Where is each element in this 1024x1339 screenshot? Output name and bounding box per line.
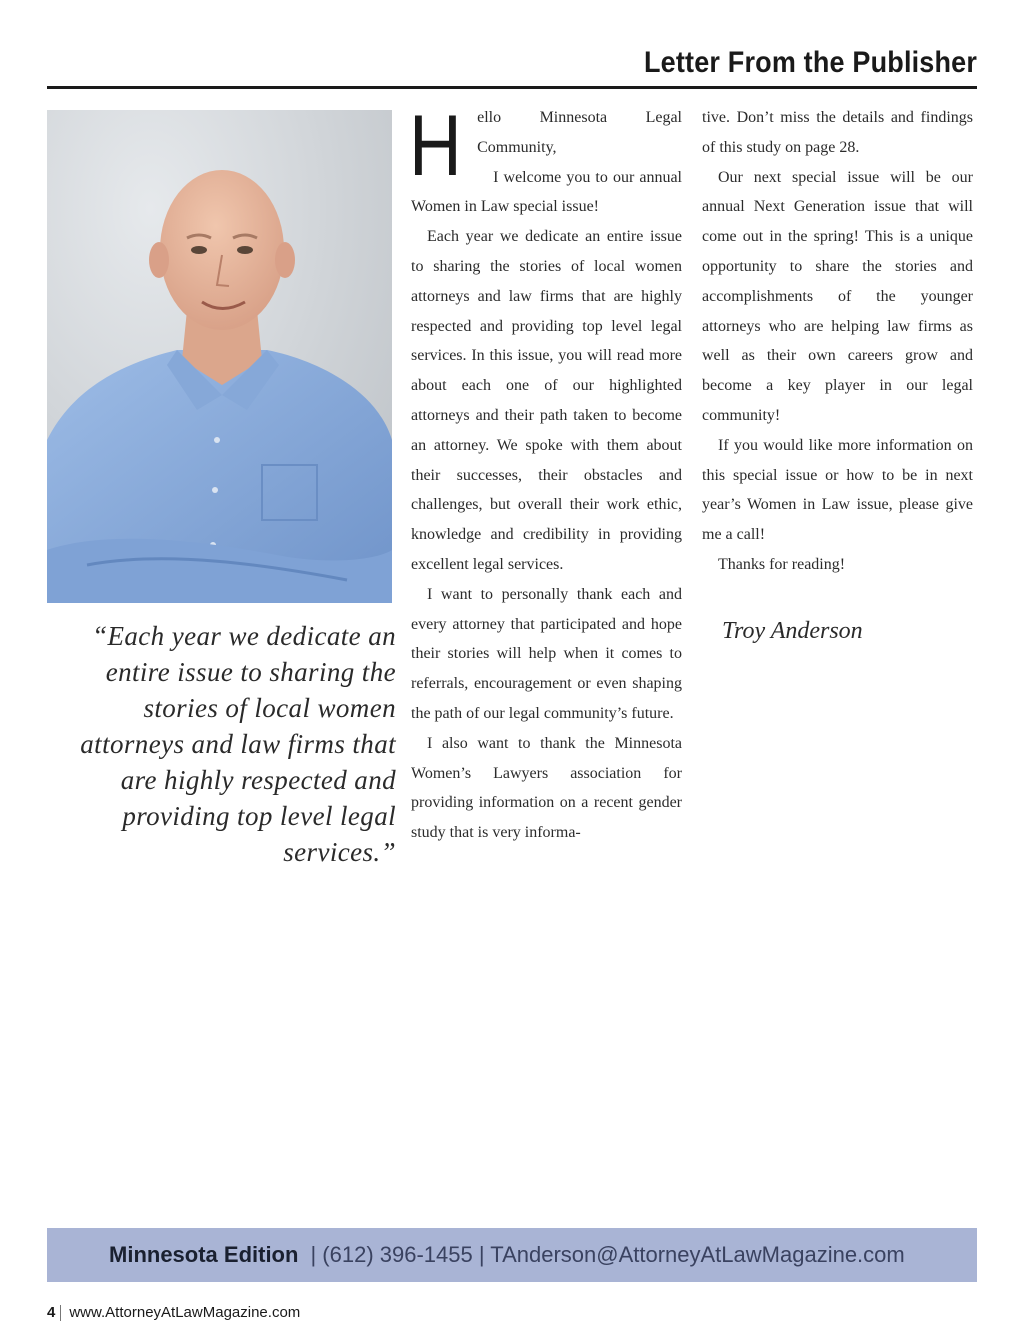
header-rule <box>47 86 977 89</box>
paragraph: Each year we dedicate an entire issue to sharing the stories of local women attorneys and law firms that are highly respected and providing top level legal services. In this issue, you will read more about each one of our highlighted attorneys and their path taken to become an attorney. We spoke with them about their successes, their obstacles and challenges, but overall their work ethic, knowledge and credibility in providing excellent legal services. <box>411 228 682 573</box>
website-link[interactable]: www.AttorneyAtLawMagazine.com <box>69 1304 301 1321</box>
paragraph: I also want to thank the Minnesota Women’s Lawyers association for providing information on a recent gender study that is very informa- <box>411 734 682 842</box>
contact-info: | (612) 396-1455 | TAnderson@AttorneyAtLawMagazine.com <box>310 1242 905 1267</box>
footer-band <box>47 1228 977 1282</box>
paragraph: Hello Minnesota Legal Community, <box>409 98 682 194</box>
page-title: Letter From the Publisher <box>643 46 977 79</box>
paragraph: I want to personally thank each and every attorney that participated and hope their stories will help when it comes to referrals, encouragement or even shaping the path of our legal community’s future. <box>411 585 682 722</box>
paragraph: tive. Don’t miss the details and findings of this study on page 28. <box>702 109 973 156</box>
article-column-1 <box>409 98 682 848</box>
article-column-2 <box>702 103 973 580</box>
publisher-photo <box>47 110 392 603</box>
drop-cap: H <box>409 98 462 194</box>
paragraph: If you would like more information on this special issue or how to be in next year’s Women in Law issue, please give me a call! <box>702 436 973 544</box>
edition-label: Minnesota Edition <box>109 1242 299 1267</box>
signature: Troy Anderson <box>722 618 863 644</box>
portrait-illustration <box>47 110 392 603</box>
paragraph: Our next special issue will be our annual Next Generation issue that will come out in the spring! This is a unique opportunity to share the stories and accomplishments of the younger attorneys who are helping law firms as well as their own careers grow and become a key player in our legal community! <box>702 168 973 424</box>
page-number: 4 <box>47 1304 56 1321</box>
pull-quote: “Each year we dedicate an entire issue to sharing the stories of local women attorneys and law firms that are highly respected and providing top level legal services.” <box>80 621 396 867</box>
paragraph: Thanks for reading! <box>718 555 846 573</box>
paragraph: I welcome you to our annual Women in Law special issue! <box>411 168 682 216</box>
page-footer <box>47 1304 300 1321</box>
divider <box>60 1305 61 1321</box>
